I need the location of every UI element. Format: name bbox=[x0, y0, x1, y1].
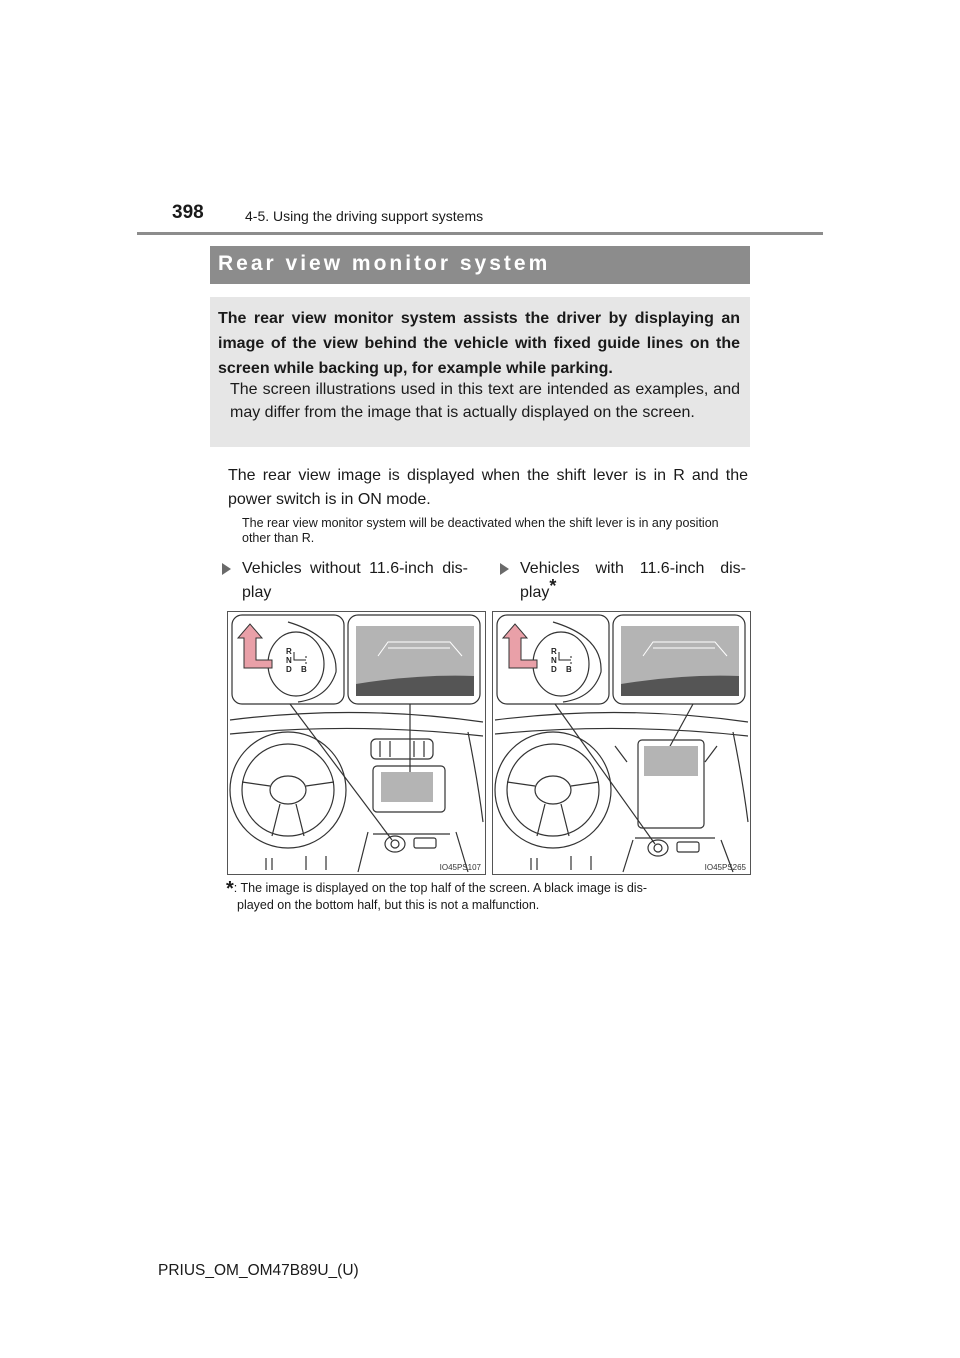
intro-box bbox=[210, 297, 750, 447]
shift-label-d: D bbox=[551, 665, 557, 674]
shift-label-b: B bbox=[301, 665, 307, 674]
footnote-marker: * bbox=[226, 878, 234, 900]
intro-disclaimer: The screen illustrations used in this text are intended as examples, and may differ from the image that is actually displayed on the screen. bbox=[230, 381, 740, 421]
variant-label: Vehicles with 11.6-inch dis-play* bbox=[520, 560, 746, 601]
shift-label-r: R bbox=[286, 647, 292, 656]
page-number: 398 bbox=[172, 202, 204, 223]
footnote-line-1: *: The image is displayed on the top half of the screen. A black image is dis- bbox=[226, 878, 647, 900]
illustration-code: IO45PS265 bbox=[704, 863, 746, 872]
footnote-line-2: played on the bottom half, but this is not a malfunction. bbox=[237, 898, 540, 912]
title-bar bbox=[210, 246, 750, 284]
shift-label-n: N bbox=[551, 656, 557, 665]
variant-with-display bbox=[500, 557, 746, 605]
shift-label-r: R bbox=[551, 647, 557, 656]
asterisk-marker: * bbox=[549, 576, 557, 596]
footnote bbox=[226, 880, 750, 913]
illustration-with-display bbox=[492, 611, 751, 875]
shift-label-d: D bbox=[286, 665, 292, 674]
dashboard-illustration bbox=[228, 612, 485, 874]
illustration-code: IO45PS107 bbox=[439, 863, 481, 872]
variant-without-display bbox=[222, 557, 468, 605]
deactivation-note: The rear view monitor system will be deactivated when the shift lever is in any position other than R. bbox=[242, 516, 719, 545]
footer-doc-code: PRIUS_OM_OM47B89U_(U) bbox=[158, 1262, 359, 1279]
shift-label-n: N bbox=[286, 656, 292, 665]
shift-label-b: B bbox=[566, 665, 572, 674]
section-title: 4-5. Using the driving support systems bbox=[245, 208, 484, 224]
dashboard-illustration bbox=[493, 612, 750, 874]
triangle-bullet-icon bbox=[500, 563, 509, 575]
illustration-without-display bbox=[227, 611, 486, 875]
intro-summary: The rear view monitor system assists the driver by displaying an image of the view behind the vehicle with fixed guide lines on the screen while backing up, for example while parking. bbox=[218, 310, 740, 377]
main-paragraph: The rear view image is displayed when the shift lever is in R and the power switch is in ON mode. bbox=[228, 467, 748, 508]
header-rule bbox=[137, 232, 823, 235]
page-title: Rear view monitor system bbox=[218, 252, 551, 275]
triangle-bullet-icon bbox=[222, 563, 231, 575]
variant-label: Vehicles without 11.6-inch dis-play bbox=[242, 560, 468, 601]
